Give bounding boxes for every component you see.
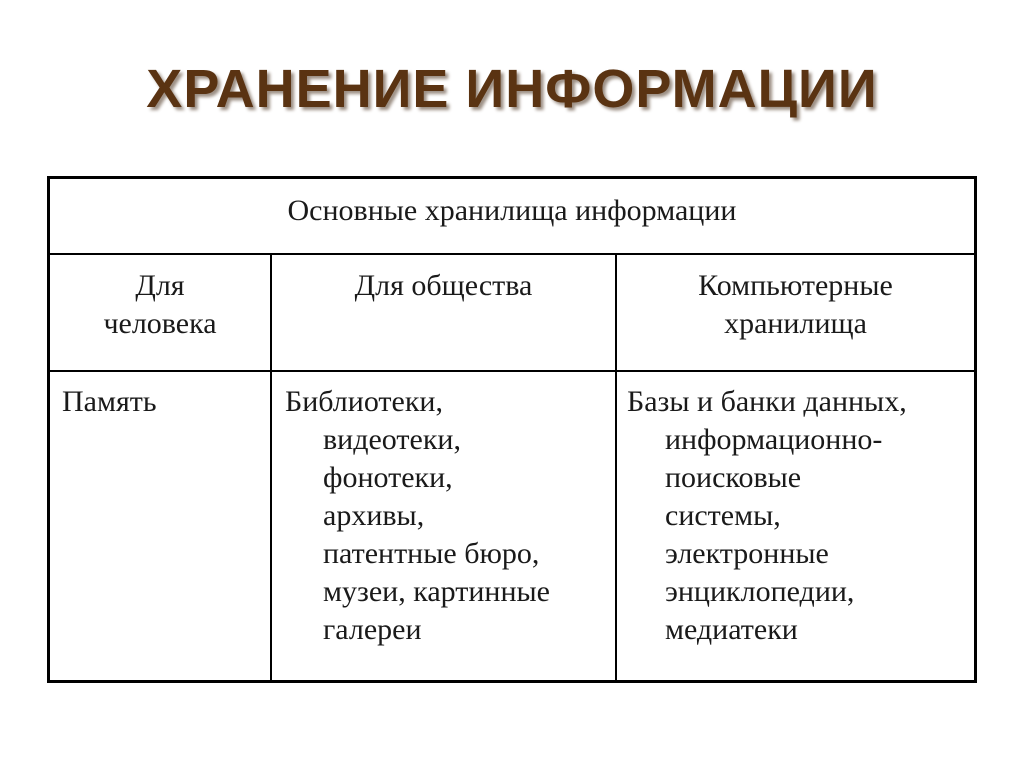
column-heading-society [272,267,615,305]
cell-line: энциклопедии, [665,575,855,608]
cell-line: электронные [665,537,829,570]
storage-table [47,176,977,683]
heading-line: человека [103,307,217,340]
cell-line: фонотеки, [323,461,453,494]
heading-line: хранилища [724,307,867,340]
column-heading-computer [617,267,974,343]
cell-line: Библиотеки, [285,385,443,418]
cell-line: Базы и банки данных, [627,385,907,418]
table-header: Основные хранилища информации [50,179,974,255]
cell-line: галереи [323,613,422,646]
cell-society-storage [285,383,613,649]
cell-computer-storage [627,383,972,649]
cell-line: медиатеки [665,613,798,646]
cell-line: поисковые [665,461,802,494]
slide-title: ХРАНЕНИЕ ИНФОРМАЦИИ [146,59,878,119]
heading-line: Для [135,269,185,302]
column-divider-1 [270,255,272,683]
cell-human-storage [62,383,268,421]
cell-line: системы, [665,499,781,532]
heading-line: Компьютерные [698,269,893,302]
subheader-divider [50,370,974,372]
cell-line: Память [62,385,157,418]
column-heading-human [50,267,270,343]
heading-line: Для общества [354,269,533,302]
cell-line: архивы, [323,499,425,532]
cell-line: видеотеки, [323,423,461,456]
cell-line: музеи, картинные [323,575,550,608]
cell-line: информационно- [665,423,883,456]
cell-line: патентные бюро, [323,537,540,570]
